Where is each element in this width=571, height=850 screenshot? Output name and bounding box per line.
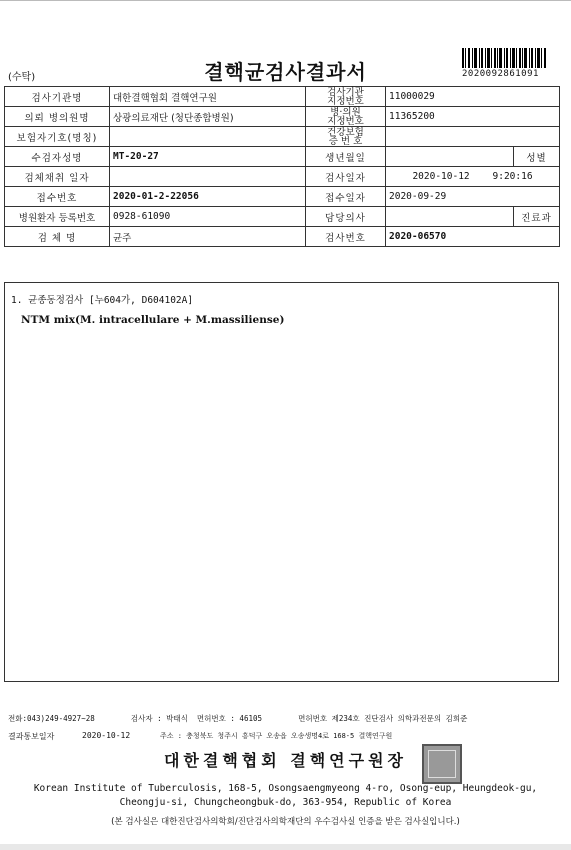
footer-report-label: 결과통보일자 [8, 732, 55, 741]
value-receipt-number: 2020-01-2-22056 [110, 187, 306, 207]
document-title: 결핵균검사결과서 [204, 60, 367, 84]
label-patient-name: 수검자성명 [5, 147, 110, 167]
value-insurance-number [386, 127, 560, 147]
barcode-number: 2020092861091 [462, 69, 539, 79]
value-test-number: 2020-06570 [386, 227, 560, 247]
label-patient-reg-number: 병원환자 등록번호 [5, 207, 110, 227]
table-row [5, 187, 560, 207]
institute-address-line2: Cheongju-si, Chungcheongbuk-do, 363-954, Republic of Korea [119, 797, 452, 808]
official-seal-icon [422, 744, 462, 784]
footer-address: 주소 : 충청북도 청주시 흥덕구 오송읍 오송생명4로 168-5 결핵연구원 [160, 732, 393, 740]
table-row [5, 167, 560, 187]
institute-address-line1: Korean Institute of Tuberculosis, 168-5, Osongsaengmyeong 4-ro, Osong-eup, Heungdeok-gu, [33, 783, 538, 794]
value-hospital-id: 11365200 [386, 107, 560, 127]
value-lab-id: 11000029 [386, 87, 560, 107]
label-test-number: 검사번호 [306, 227, 386, 247]
page-bottom-bar [0, 844, 571, 850]
institute-name-korean: 대한결핵협회 결핵연구원장 [163, 751, 408, 770]
footer-contact-line: 전화:043)249-4927~28 검사자 : 박태식 면허번호 : 46105 면허번호 제234호 진단검사 의학과전문의 김희준 [8, 714, 468, 723]
footer-report-date: 2020-10-12 [82, 731, 131, 740]
value-doctor [386, 207, 514, 227]
label-collection-date: 검체채취 일자 [5, 167, 110, 187]
label-department: 진료과 [514, 207, 560, 227]
value-receipt-date: 2020-09-29 [386, 187, 560, 207]
certification-note: (본 검사실은 대한진단검사의학회/진단검사의학재단의 우수검사실 인증을 받은 검사실입니다.) [111, 817, 460, 827]
label-insurer: 보험자기호(명칭) [5, 127, 110, 147]
table-row [5, 87, 560, 107]
label-hospital-id: 병·의원 지정번호 [306, 107, 386, 127]
value-collection-date [110, 167, 306, 187]
label-receipt-date: 접수일자 [306, 187, 386, 207]
label-sex: 성별 [514, 147, 560, 167]
label-insurance-number: 건강보험 증 번 호 [306, 127, 386, 147]
info-table [4, 86, 560, 247]
top-border [0, 0, 571, 1]
test-item-line: 1. 균종동정검사 [누604가, D604102A] [11, 295, 194, 306]
label-lab-id: 검사기관 지정번호 [306, 87, 386, 107]
barcode-icon [462, 48, 546, 68]
consignment-label: (수탁) [8, 72, 36, 83]
label-lab-name: 검사기관명 [5, 87, 110, 107]
table-row [5, 127, 560, 147]
label-doctor: 담당의사 [306, 207, 386, 227]
value-patient-reg-number: 0928-61090 [110, 207, 306, 227]
table-row [5, 147, 560, 167]
value-specimen: 균주 [110, 227, 306, 247]
value-insurer [110, 127, 306, 147]
table-row [5, 207, 560, 227]
value-test-date: 2020-10-12 9:20:16 [386, 167, 560, 187]
table-row [5, 107, 560, 127]
result-section [4, 282, 559, 682]
value-hospital-name: 상광의료재단 (청단종합병원) [110, 107, 306, 127]
label-test-date: 검사일자 [306, 167, 386, 187]
table-row [5, 227, 560, 247]
value-patient-name: MT-20-27 [110, 147, 306, 167]
label-birthdate: 생년월일 [306, 147, 386, 167]
label-hospital-name: 의뢰 병의원명 [5, 107, 110, 127]
value-birthdate [386, 147, 514, 167]
test-result-line: NTM mix(M. intracellulare + M.massiliense) [21, 314, 285, 326]
label-specimen: 검 체 명 [5, 227, 110, 247]
label-receipt-number: 접수번호 [5, 187, 110, 207]
value-lab-name: 대한결핵협회 결핵연구원 [110, 87, 306, 107]
